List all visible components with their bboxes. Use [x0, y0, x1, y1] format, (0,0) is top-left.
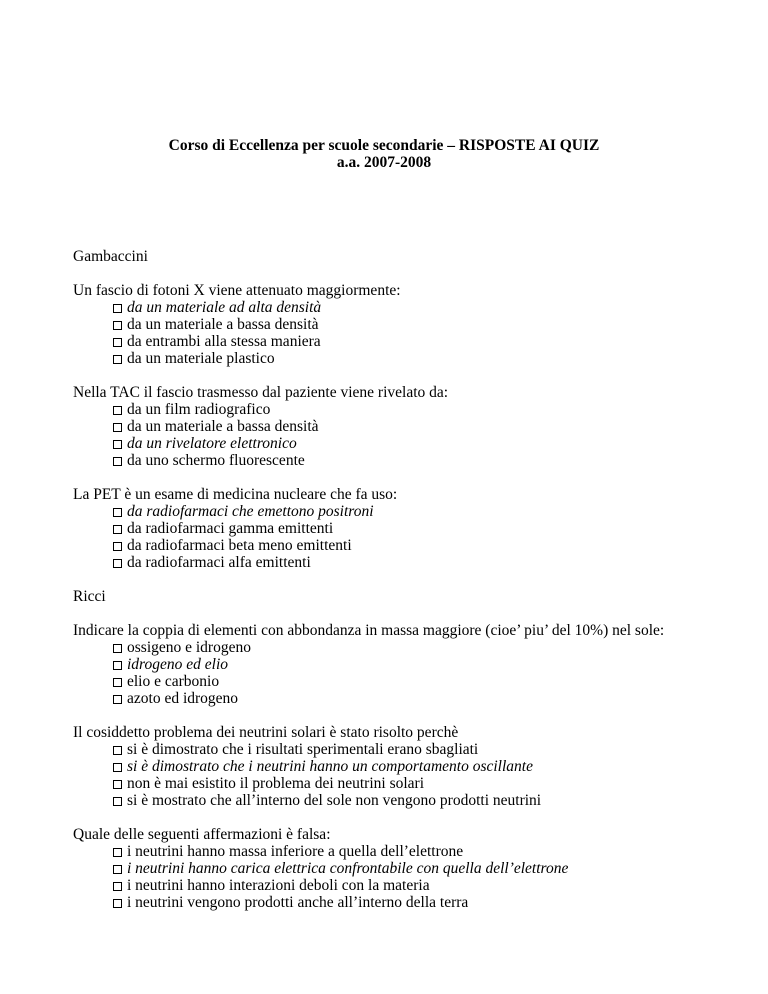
option-text: da radiofarmaci alfa emittenti — [127, 554, 311, 571]
question — [73, 826, 753, 911]
checkbox-icon — [113, 899, 122, 908]
checkbox-icon — [113, 338, 122, 347]
option-text: i neutrini vengono prodotti anche all’interno della terra — [127, 894, 469, 911]
question-text: Nella TAC il fascio trasmesso dal paziente viene rivelato da: — [73, 384, 449, 401]
section-name: Ricci — [73, 588, 106, 605]
option-text: da radiofarmaci beta meno emittenti — [127, 537, 352, 554]
question-text: Il cosiddetto problema dei neutrini solari è stato risolto perchè — [73, 724, 459, 741]
option — [113, 537, 753, 554]
option-text: da un materiale ad alta densità — [127, 299, 322, 316]
option — [113, 690, 753, 707]
question — [73, 724, 753, 809]
option — [113, 299, 753, 316]
option — [113, 503, 753, 520]
question — [73, 282, 753, 367]
option-text: si è dimostrato che i risultati sperimentali erano sbagliati — [127, 741, 479, 758]
option — [113, 520, 753, 537]
option — [113, 554, 753, 571]
option-text: da un materiale a bassa densità — [127, 418, 319, 435]
option — [113, 316, 753, 333]
option-text: da un film radiografico — [127, 401, 271, 418]
option — [113, 435, 753, 452]
option — [113, 656, 753, 673]
question — [73, 486, 753, 571]
option — [113, 792, 753, 809]
title-line-2: a.a. 2007-2008 — [336, 154, 432, 171]
option-text: da un materiale a bassa densità — [127, 316, 319, 333]
option — [113, 741, 753, 758]
option-text: da un materiale plastico — [127, 350, 275, 367]
checkbox-icon — [113, 882, 122, 891]
option-text: i neutrini hanno massa inferiore a quella dell’elettrone — [127, 843, 464, 860]
option — [113, 673, 753, 690]
option-list — [73, 401, 753, 469]
option-text: si è mostrato che all’interno del sole non vengono prodotti neutrini — [127, 792, 542, 809]
checkbox-icon — [113, 848, 122, 857]
checkbox-icon — [113, 542, 122, 551]
checkbox-icon — [113, 304, 122, 313]
option-text: i neutrini hanno interazioni deboli con la materia — [127, 877, 430, 894]
option-text: ossigeno e idrogeno — [127, 639, 251, 656]
option-text: i neutrini hanno carica elettrica confrontabile con quella dell’elettrone — [127, 860, 569, 877]
option — [113, 639, 753, 656]
question-text: Quale delle seguenti affermazioni è falsa: — [73, 826, 331, 843]
option-text: da entrambi alla stessa maniera — [127, 333, 321, 350]
checkbox-icon — [113, 355, 122, 364]
question-text: La PET è un esame di medicina nucleare che fa uso: — [73, 486, 398, 503]
title-line-1: Corso di Eccellenza per scuole secondarie – RISPOSTE AI QUIZ — [168, 137, 600, 154]
question-text: Indicare la coppia di elementi con abbondanza in massa maggiore (cioe’ piu’ del 10%) nel sole: — [73, 622, 665, 639]
checkbox-icon — [113, 797, 122, 806]
question-text: Un fascio di fotoni X viene attenuato maggiormente: — [73, 282, 401, 299]
checkbox-icon — [113, 406, 122, 415]
option-list — [73, 299, 753, 367]
question — [73, 622, 753, 707]
option — [113, 860, 753, 877]
option-text: non è mai esistito il problema dei neutrini solari — [127, 775, 425, 792]
option-text: da radiofarmaci che emettono positroni — [127, 503, 374, 520]
checkbox-icon — [113, 321, 122, 330]
section-gambaccini — [73, 248, 753, 571]
option-list — [73, 639, 753, 707]
option-text: da radiofarmaci gamma emittenti — [127, 520, 334, 537]
checkbox-icon — [113, 644, 122, 653]
checkbox-icon — [113, 763, 122, 772]
document-title — [0, 137, 768, 171]
option — [113, 758, 753, 775]
option-text: idrogeno ed elio — [127, 656, 229, 673]
checkbox-icon — [113, 559, 122, 568]
quiz-content — [73, 248, 753, 928]
checkbox-icon — [113, 746, 122, 755]
checkbox-icon — [113, 440, 122, 449]
option — [113, 418, 753, 435]
option-list — [73, 741, 753, 809]
section-ricci — [73, 588, 753, 911]
option-text: si è dimostrato che i neutrini hanno un comportamento oscillante — [127, 758, 533, 775]
option — [113, 452, 753, 469]
checkbox-icon — [113, 865, 122, 874]
checkbox-icon — [113, 525, 122, 534]
option-text: azoto ed idrogeno — [127, 690, 239, 707]
option-text: elio e carbonio — [127, 673, 220, 690]
option — [113, 775, 753, 792]
option — [113, 350, 753, 367]
checkbox-icon — [113, 457, 122, 466]
option — [113, 333, 753, 350]
checkbox-icon — [113, 780, 122, 789]
option-text: da uno schermo fluorescente — [127, 452, 305, 469]
option-text: da un rivelatore elettronico — [127, 435, 297, 452]
option — [113, 843, 753, 860]
checkbox-icon — [113, 678, 122, 687]
option — [113, 877, 753, 894]
option-list — [73, 843, 753, 911]
option — [113, 401, 753, 418]
question — [73, 384, 753, 469]
checkbox-icon — [113, 508, 122, 517]
section-name: Gambaccini — [73, 248, 148, 265]
option — [113, 894, 753, 911]
option-list — [73, 503, 753, 571]
checkbox-icon — [113, 695, 122, 704]
checkbox-icon — [113, 661, 122, 670]
checkbox-icon — [113, 423, 122, 432]
